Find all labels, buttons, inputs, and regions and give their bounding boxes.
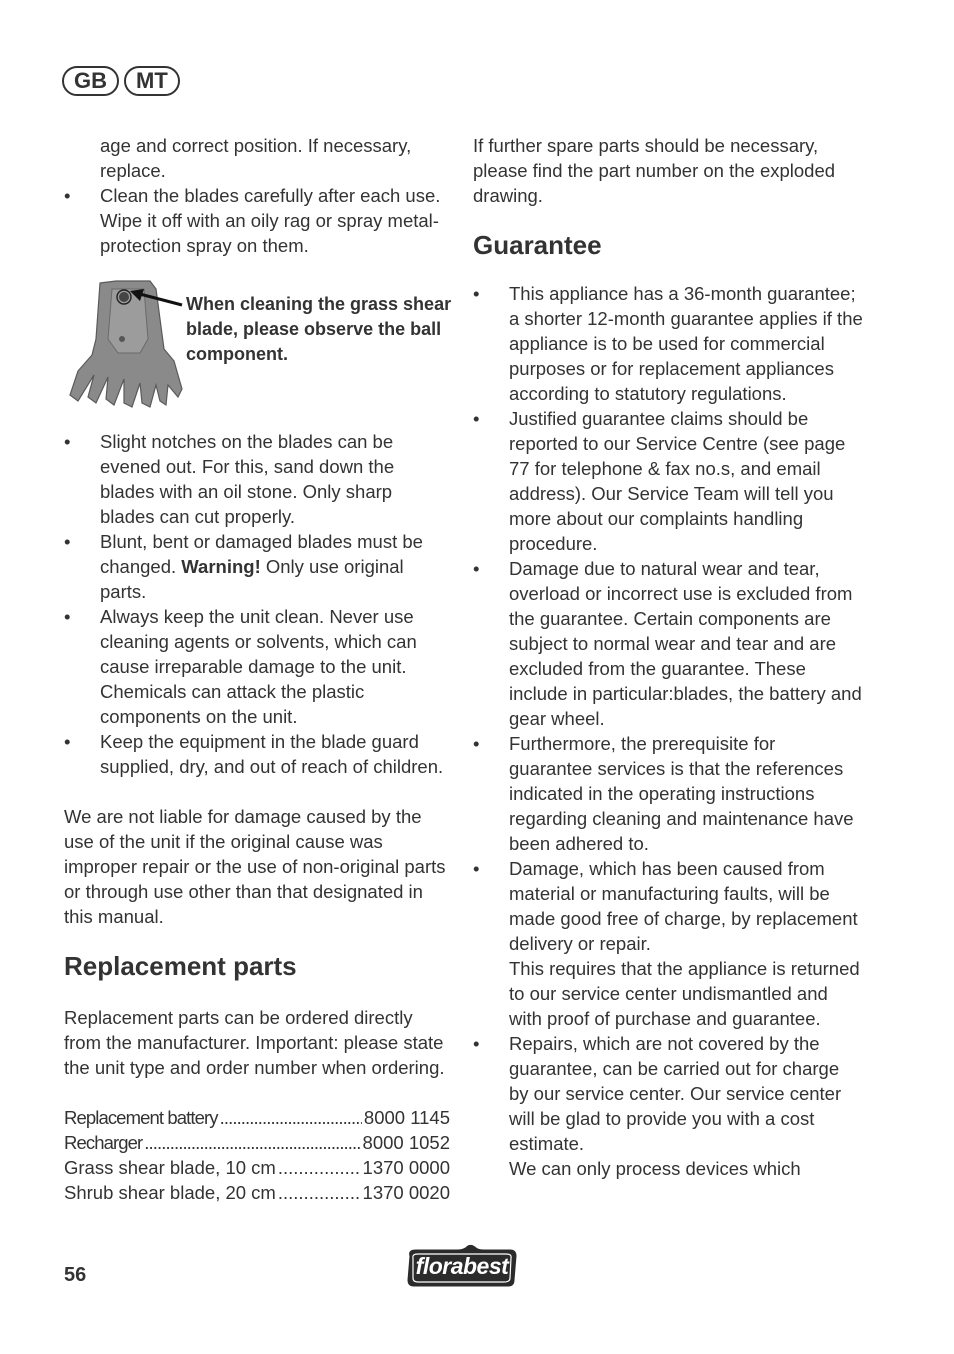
list-item: • Slight notches on the blades can be evened out. For this, sand down the blades with an oil stone. Only sharp blades can cut properly. bbox=[64, 431, 395, 527]
liability-paragraph: We are not liable for damage caused by the use of the unit if the original cause was improper repair or the use of non-original parts or through use other than that designated in this manual. bbox=[64, 806, 446, 927]
list-item: • Blunt, bent or damaged blades must be changed. Warning! Only use original parts. bbox=[64, 531, 423, 602]
page-number: 56 bbox=[64, 1264, 87, 1286]
spare-parts-paragraph: If further spare parts should be necessary, please find the part number on the exploded drawing. bbox=[473, 135, 836, 206]
list-item: • Damage due to natural wear and tear, overload or incorrect use is excluded from the guarantee. Certain components are subject to normal wear and tear and are excluded from the guarantee. These include in particular:blades, the battery and gear wheel. bbox=[473, 558, 862, 729]
parts-row: Recharger ..... 8000 1052 bbox=[64, 1130, 450, 1155]
parts-row: Grass shear blade, 10 cm ..... 1370 0000 bbox=[64, 1155, 450, 1180]
parts-row: Shrub shear blade, 20 cm ..... 1370 0020 bbox=[64, 1180, 450, 1205]
list-item: • Always keep the unit clean. Never use cleaning agents or solvents, which can cause irreparable damage to the unit. Chemicals can attack the plastic components on the unit. bbox=[64, 606, 417, 727]
grass-shear-blade-illustration bbox=[64, 279, 188, 415]
guarantee-list bbox=[473, 281, 863, 1181]
language-badges bbox=[62, 66, 180, 96]
logo-text: florabest bbox=[415, 1252, 509, 1279]
list-item: • This appliance has a 36-month guarantee; a shorter 12-month guarantee applies if the appliance is to be used for commercial purposes or for replacement appliances according to statutory regulations. bbox=[473, 283, 863, 404]
left-column bbox=[64, 133, 450, 1205]
lang-badge-mt: MT bbox=[124, 66, 180, 96]
right-column bbox=[473, 133, 863, 1181]
replacement-parts-heading: Replacement parts bbox=[64, 951, 297, 981]
continued-text: age and correct position. If necessary, replace. bbox=[100, 135, 412, 181]
list-item: • Clean the blades carefully after each use. Wipe it off with an oily rag or spray metal-protection spray on them. bbox=[64, 185, 441, 256]
figure-caption: When cleaning the grass shear blade, please observe the ball component. bbox=[186, 294, 452, 364]
blade-figure bbox=[64, 279, 450, 423]
list-item: • Damage, which has been caused from material or manufacturing faults, will be made good free of charge, by replacement delivery or repair. This requires that the appliance is returned to our service center undismantled and with proof of purchase and guarantee. bbox=[473, 858, 860, 1029]
florabest-logo bbox=[404, 1244, 520, 1293]
bullet-list-top bbox=[64, 183, 450, 258]
replacement-parts-paragraph: Replacement parts can be ordered directly from the manufacturer. Important: please state the unit type and order number when ordering. bbox=[64, 1007, 445, 1078]
parts-list bbox=[64, 1105, 450, 1205]
list-item: • Keep the equipment in the blade guard supplied, dry, and out of reach of children. bbox=[64, 731, 444, 777]
warning-label: Warning! bbox=[181, 556, 261, 577]
list-item: • Repairs, which are not covered by the guarantee, can be carried out for charge by our service center. Our service center will be glad to provide you with a cost estimate. We can only process devices which bbox=[473, 1033, 842, 1179]
list-item: • Furthermore, the prerequisite for guarantee services is that the references indicated in the operating instructions regarding cleaning and maintenance have been adhered to. bbox=[473, 733, 854, 854]
parts-row: Replacement battery ..... 8000 1145 bbox=[64, 1105, 450, 1130]
lang-badge-gb: GB bbox=[62, 66, 119, 96]
list-item: • Justified guarantee claims should be reported to our Service Centre (see page 77 for telephone & fax no.s, and email address). Our Service Team will tell you more about our complaints handling procedure. bbox=[473, 408, 846, 554]
guarantee-heading: Guarantee bbox=[473, 230, 602, 260]
bullet-list-care bbox=[64, 429, 450, 779]
